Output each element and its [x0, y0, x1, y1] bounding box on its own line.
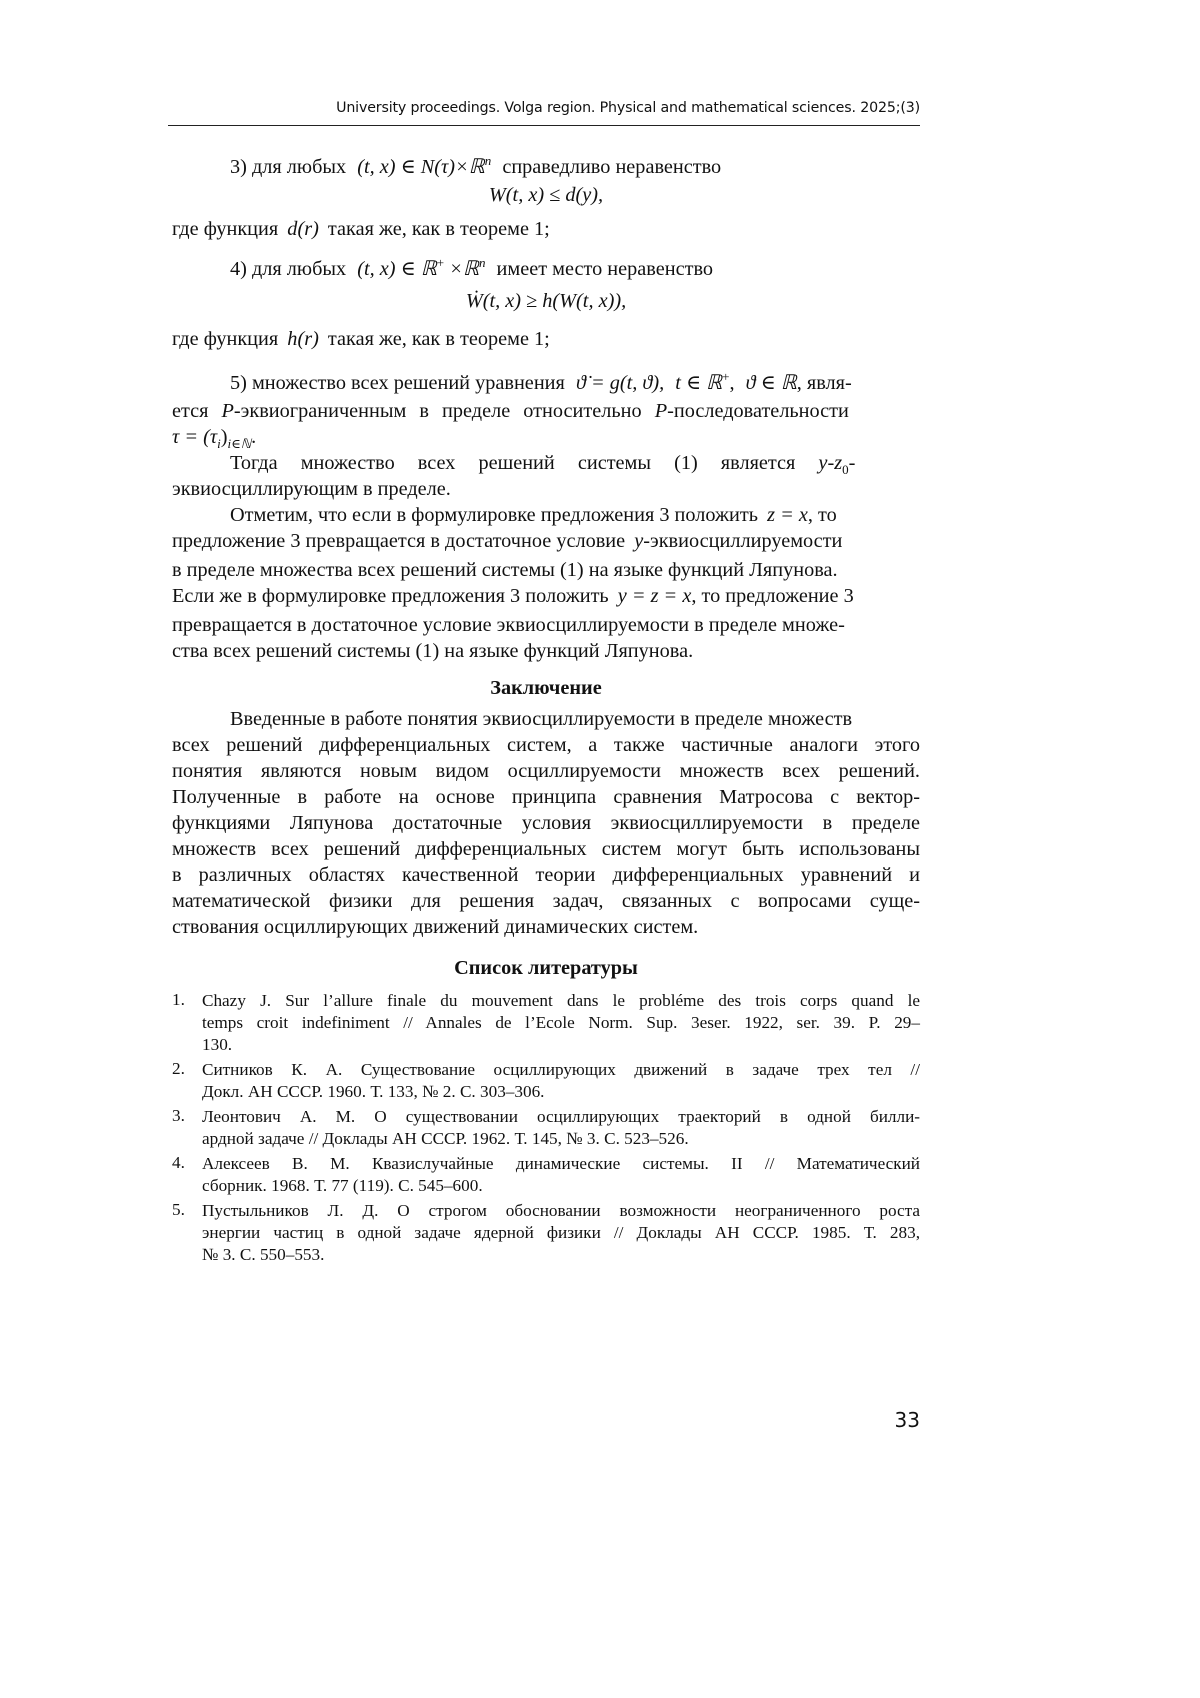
note-line-2: предложение 3 превращается в достаточное условие y-эквиосциллируемости	[172, 530, 843, 552]
condition-3-line: 3) для любых (t, x) ∈ N(τ)×ℝ$^n$ справедливо неравенство	[230, 153, 722, 178]
note-line-5: превращается в достаточное условие эквиосциллируемости в пределе множе-	[172, 614, 845, 636]
reference-item: 2. Ситников К. А. Существование осциллирующих движений в задаче трех тел // Докл. АН СССР. 1960. Т. 133, № 2. С. 303–306.	[172, 1059, 920, 1101]
then-line-2: эквиосциллирующим в пределе.	[172, 478, 451, 500]
formula-w-le-d: W(t, x) ≤ d(y),	[488, 184, 604, 206]
reference-item: 1. Chazy J. Sur l’allure finale du mouvement dans le probléme des trois corps quand le temps croit indefiniment // Annales de l’Ecole Norm. Sup. 3eser. 1922, ser. 39. P. 29– 130.	[172, 990, 920, 1054]
formula-wdot-ge-h: Ẇ(t, x) ≥ h(W(t, x)),	[465, 290, 627, 312]
h-function-line: где функция h(r) такая же, как в теореме 1;	[172, 328, 550, 350]
d-function-line: где функция d(r) такая же, как в теореме 1;	[172, 218, 550, 240]
reference-item: 4. Алексеев В. М. Квазислучайные динамические системы. II // Математический сборник. 1968. Т. 77 (119). С. 545–600.	[172, 1153, 920, 1195]
note-line-6: ства всех решений системы (1) на языке функций Ляпунова.	[172, 640, 694, 662]
running-head: University proceedings. Volga region. Physical and mathematical sciences. 2025;(3)	[336, 100, 920, 116]
then-line-1: Тогда множество всех решений системы (1) является $y-z_0-$	[230, 452, 856, 478]
conclusion-line: в различных областях качественной теории дифференциальных уравнений и	[172, 864, 920, 886]
condition-4-line: 4) для любых (t, x) ∈ ℝ+ ×ℝ$^n$ имеет место неравенство	[230, 255, 714, 280]
condition-5-line-2: ется P-эквиограниченным в пределе относительно P-последовательности	[172, 400, 849, 422]
condition-5-line-3: $\tau = (\tau_i)_{i\in ℕ}$.	[172, 426, 257, 452]
conclusion-line: всех решений дифференциальных систем, а также частичные аналоги этого	[172, 734, 920, 756]
note-line-3: в пределе множества всех решений системы (1) на языке функций Ляпунова.	[172, 559, 838, 581]
note-line-1: Отметим, что если в формулировке предложения 3 положить z = x, то	[230, 504, 837, 526]
references-heading: Список литературы	[454, 957, 638, 979]
reference-list	[172, 990, 920, 1266]
note-line-4: Если же в формулировке предложения 3 положить y = z = x, то предложение 3	[172, 585, 854, 607]
page-number: 33	[894, 1408, 920, 1432]
conclusion-heading: Заключение	[490, 677, 602, 699]
conclusion-line: ствования осциллирующих движений динамических систем.	[172, 916, 699, 938]
conclusion-paragraph	[172, 706, 920, 940]
conclusion-line: множеств всех решений дифференциальных систем могут быть использованы	[172, 838, 920, 860]
conclusion-line: понятия являются новым видом осциллируемости множеств всех решений.	[172, 760, 920, 782]
conclusion-line: функциями Ляпунова достаточные условия эквиосциллируемости в пределе	[172, 812, 920, 834]
conclusion-line: математической физики для решения задач, связанных с вопросами суще-	[172, 890, 920, 912]
body-text	[172, 148, 920, 1266]
reference-item: 3. Леонтович А. М. О существовании осциллирующих траекторий в одной билли- ардной задаче // Доклады АН СССР. 1962. Т. 145, № 3. С. 523–526.	[172, 1106, 920, 1148]
reference-item: 5. Пустыльников Л. Д. О строгом обосновании возможности неограниченного роста энергии частиц в одной задаче ядерной физики // Доклады АН СССР. 1985. Т. 283, № 3. С. 550–553.	[172, 1200, 920, 1264]
conclusion-line: Полученные в работе на основе принципа сравнения Матросова с вектор-	[172, 786, 920, 808]
conclusion-line: Введенные в работе понятия эквиосциллируемости в пределе множеств	[230, 708, 853, 730]
condition-5-line-1: 5) множество всех решений уравнения ϑ̇ = g(t, ϑ), t ∈ ℝ+, ϑ ∈ ℝ, явля-	[230, 369, 852, 394]
header-rule	[168, 125, 920, 126]
